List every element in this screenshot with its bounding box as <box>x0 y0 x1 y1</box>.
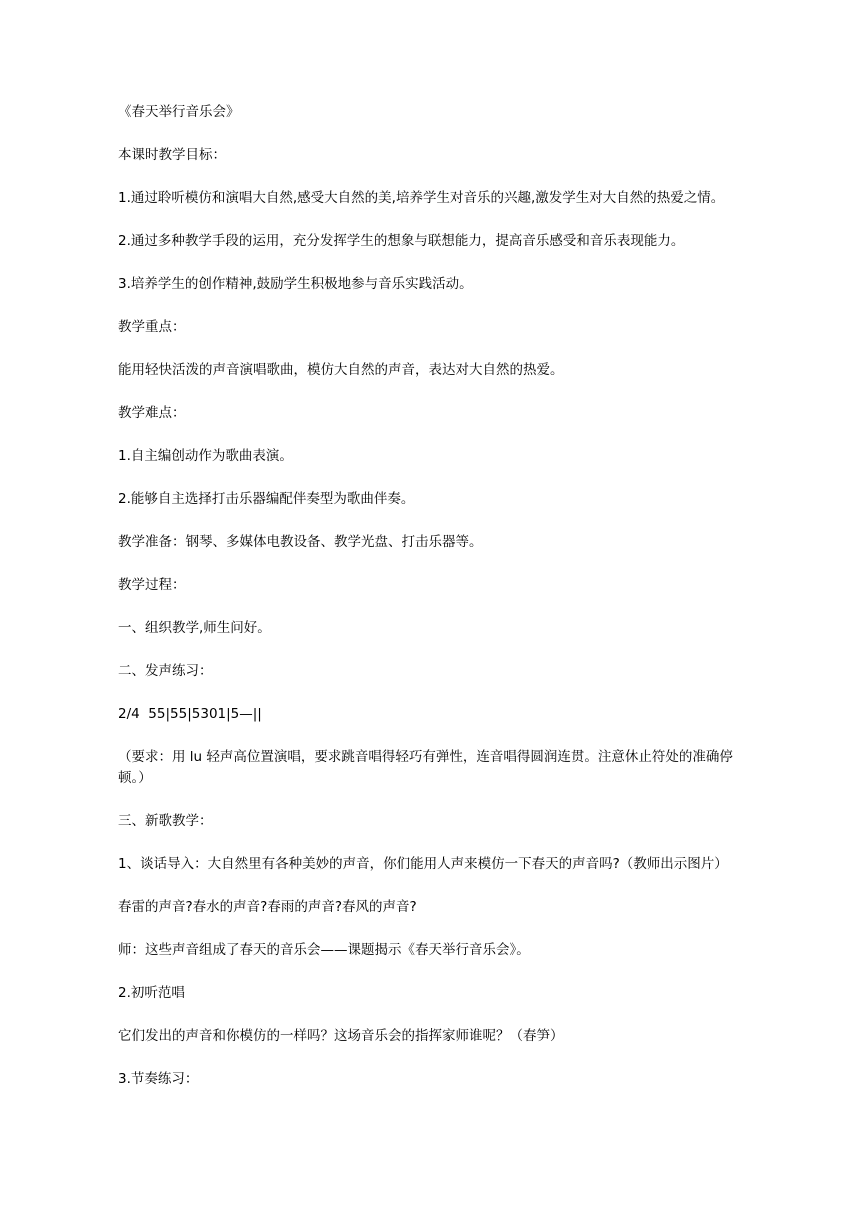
difficulties-heading: 教学难点： <box>118 405 186 421</box>
listening-question: 它们发出的声音和你模仿的一样吗？这场音乐会的指挥家师谁呢？（春笋） <box>118 1028 564 1044</box>
document-title: 《春天举行音乐会》 <box>118 104 240 120</box>
intro-conversation: 1、谈话导入：大自然里有各种美妙的声音，你们能用人声来模仿一下春天的声音吗?（教师出示图片） <box>118 856 728 872</box>
key-points-heading: 教学重点： <box>118 319 186 335</box>
difficulty-1: 1.自主编创动作为歌曲表演。 <box>118 448 293 464</box>
document-page <box>118 102 738 1112</box>
first-listening: 2.初听范唱 <box>118 985 185 1001</box>
key-points-text: 能用轻快活泼的声音演唱歌曲，模仿大自然的声音，表达对大自然的热爱。 <box>118 362 564 378</box>
preparation-text: 教学准备：钢琴、多媒体电教设备、教学光盘、打击乐器等。 <box>118 534 483 550</box>
rhythm-practice: 3.节奏练习： <box>118 1071 199 1087</box>
process-heading: 教学过程： <box>118 577 186 593</box>
difficulty-2: 2.能够自主选择打击乐器编配伴奏型为歌曲伴奏。 <box>118 491 415 507</box>
objective-2: 2.通过多种教学手段的运用，充分发挥学生的想象与联想能力，提高音乐感受和音乐表现能力。 <box>118 233 685 249</box>
objective-1: 1.通过聆听模仿和演唱大自然,感受大自然的美,培养学生对音乐的兴趣,激发学生对大自然的热爱之情。 <box>118 190 725 206</box>
teacher-reveal: 师：这些声音组成了春天的音乐会——课题揭示《春天举行音乐会》。 <box>118 942 530 958</box>
vocal-exercise-notation: 2/4 55|55|5301|5—|| <box>118 706 262 722</box>
process-step-2: 二、发声练习： <box>118 663 213 679</box>
objective-3: 3.培养学生的创作精神,鼓励学生积极地参与音乐实践活动。 <box>118 276 473 292</box>
objectives-heading: 本课时教学目标： <box>118 147 226 163</box>
process-step-3: 三、新歌教学： <box>118 813 213 829</box>
process-step-1: 一、组织教学,师生问好。 <box>118 620 271 636</box>
spring-sounds: 春雷的声音?春水的声音?春雨的声音?春风的声音? <box>118 899 417 915</box>
vocal-exercise-requirements: （要求：用 lu 轻声高位置演唱，要求跳音唱得轻巧有弹性，连音唱得圆润连贯。注意休止符处的准确停顿。） <box>118 749 733 786</box>
